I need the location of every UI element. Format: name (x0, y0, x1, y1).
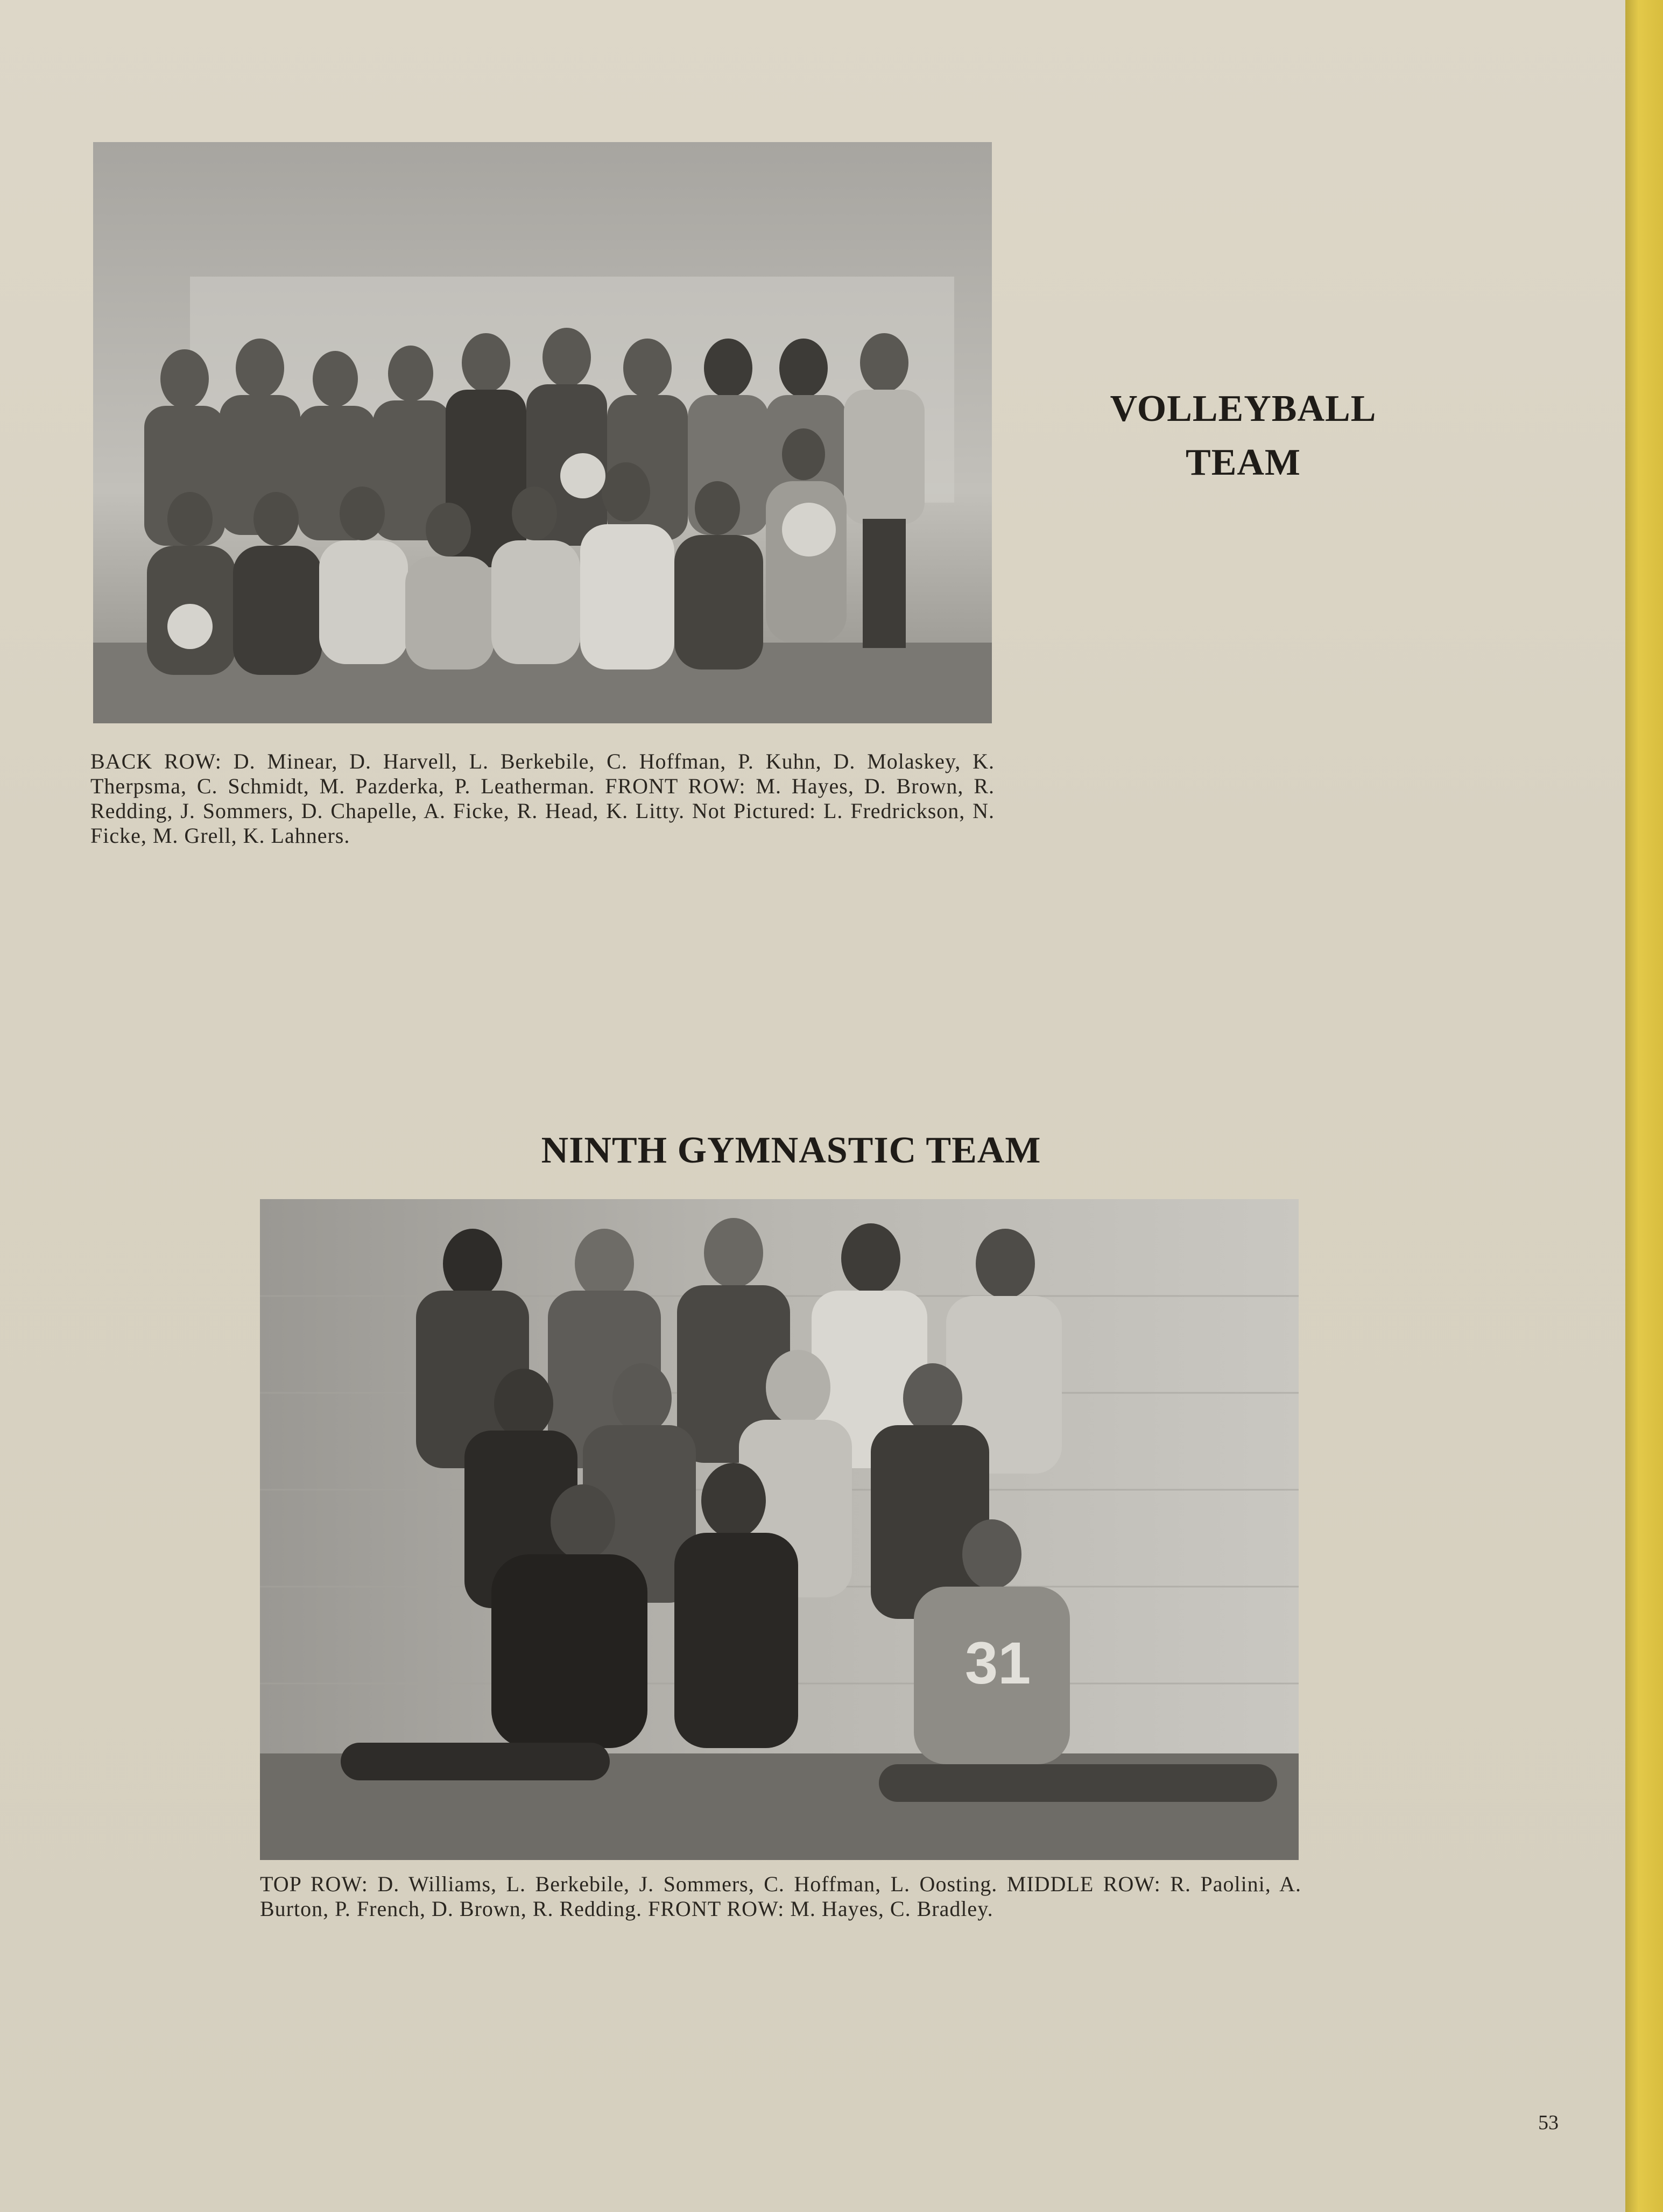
page-number: 53 (1538, 2111, 1559, 2134)
gymnastic-team-photo (260, 1199, 1299, 1860)
svg-text:31: 31 (965, 1630, 1031, 1696)
volleyball-title-line-1: VOLLEYBALL (1110, 388, 1377, 429)
volleyball-team-heading (1076, 382, 1410, 490)
gymnastic-team-caption: TOP ROW: D. Williams, L. Berkebile, J. Sommers, C. Hoffman, L. Oosting. MIDDLE ROW: R. Paolini, A. Burton, P. French, D. Brown, R. Redding. FRONT ROW: M. Hayes, C. Bradley. (260, 1872, 1301, 1921)
volleyball-team-photo (93, 142, 992, 723)
page-edge-binding (1625, 0, 1663, 2212)
gymnastic-team-heading: NINTH GYMNASTIC TEAM (541, 1130, 1041, 1171)
volleyball-team-caption: BACK ROW: D. Minear, D. Harvell, L. Berkebile, C. Hoffman, P. Kuhn, D. Molaskey, K. Therpsma, C. Schmidt, M. Pazderka, P. Leatherman. FRONT ROW: M. Hayes, D. Brown, R. Redding, J. Sommers, D. Chapelle, A. Ficke, R. Head, K. Litty. Not Pictured: L. Fredrickson, N. Ficke, M. Grell, K. Lahners. (90, 749, 995, 848)
volleyball-title-line-2: TEAM (1186, 442, 1301, 483)
